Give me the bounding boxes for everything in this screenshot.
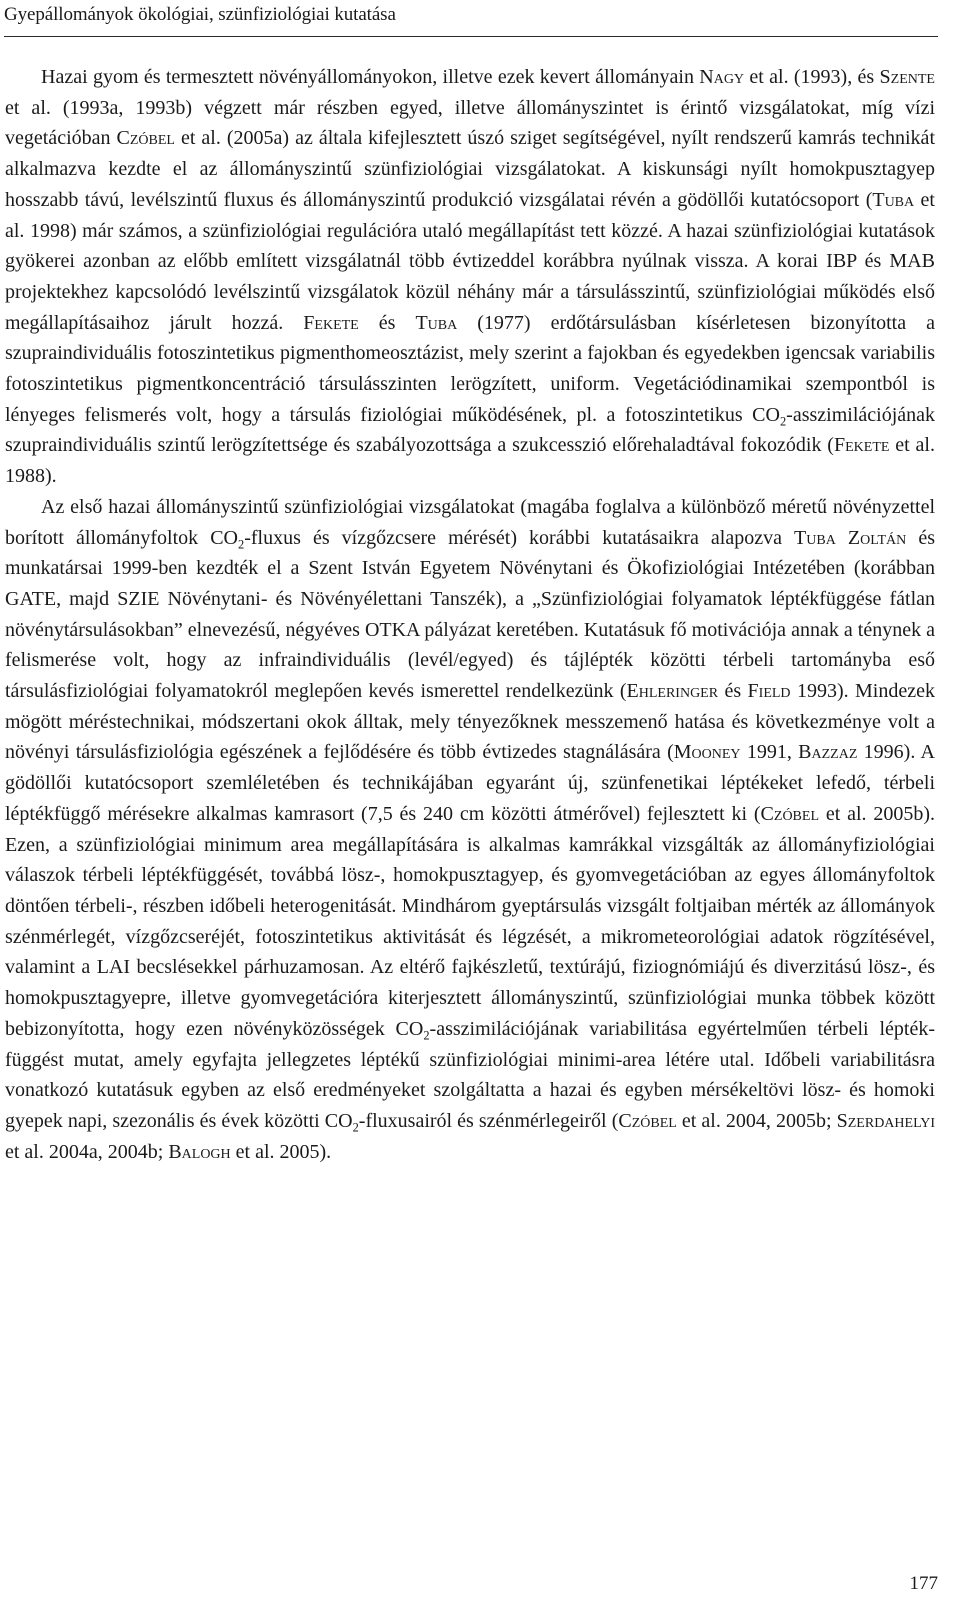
subscript: 2 bbox=[238, 536, 245, 551]
author-name: Ehleringer bbox=[626, 680, 719, 703]
text-run: Az első hazai állományszintű szünfiziológiai vizsgálatokat (magába foglalva a különböző méretű növényzettel borított állományfoltok CO bbox=[5, 495, 935, 549]
text-run: et al. (2005a) az általa kifejlesztett úszó sziget segítségével, nyílt rendszerű kamrás technikát alkalmazva kezdte el az állományszintű szünfiziológiai vizsgálatokat. A kiskunsági nyílt homokpusztagyep hosszabb távú, levélszintű fluxus és állományszintű produkció vizsgálatai révén a gödöllői kutatócsoport ( bbox=[5, 127, 935, 211]
text-run: et al. (1993a, 1993b) végzett már részben egyed, illetve állományszintet is érintő vizsgálatokat, míg vízi vegetációban bbox=[5, 96, 935, 150]
subscript: 2 bbox=[423, 1028, 430, 1043]
author-name: Tuba Zoltán bbox=[794, 526, 907, 549]
text-run: -asszimilációjának szupraindividuális szintű lerögzítettsége és szabályozottsága a szukcesszió előrehaladtával fokozódik ( bbox=[5, 403, 935, 457]
text-run: et al. 2005). bbox=[230, 1140, 332, 1163]
text-run: és bbox=[718, 680, 748, 703]
text-run: -fluxusairól és szénmérlegeiről ( bbox=[358, 1109, 619, 1132]
author-name: Tuba bbox=[872, 188, 915, 211]
text-run: (1977) erdőtársulásban kísérletesen bizonyította a szupraindividuális fotoszintetikus pigmenthomeosztázist, mely szerint a fajokban és egyedekben igencsak variabilis fotoszintetikus pigmentkoncentráció társulásszinten lerögzített, uniform. Vegetációdinamikai szempontból is lényeges felismerés volt, hogy a társulás fiziológiai működésének, pl. a fotoszintetikus CO bbox=[5, 311, 935, 426]
author-name: Czóbel bbox=[116, 127, 175, 150]
subscript: 2 bbox=[779, 414, 787, 429]
text-run: 1991, bbox=[740, 741, 799, 764]
page-number: 177 bbox=[909, 1573, 938, 1594]
author-name: Czóbel bbox=[618, 1109, 677, 1132]
text-run: -fluxus és vízgőzcsere mérését) korábbi kutatásaikra alapozva bbox=[244, 526, 795, 549]
author-name: Fekete bbox=[833, 434, 890, 457]
author-name: Fekete bbox=[303, 311, 359, 334]
author-name: Szente bbox=[879, 66, 935, 88]
running-header bbox=[4, 0, 938, 37]
text-run: et al. 2004a, 2004b; bbox=[5, 1140, 169, 1163]
text-run: Hazai gyom és termesztett növényállományokon, illetve ezek kevert állományain bbox=[41, 66, 700, 88]
author-name: Field bbox=[747, 680, 791, 703]
author-name: Czóbel bbox=[760, 802, 819, 825]
subscript: 2 bbox=[352, 1120, 359, 1135]
paragraph-1 bbox=[5, 62, 935, 492]
author-name: Nagy bbox=[699, 66, 745, 88]
text-run: et al. 2004, 2005b; bbox=[676, 1109, 837, 1132]
author-name: Tuba bbox=[415, 311, 458, 334]
text-run: -asszimilációjának variabilitása egyértelműen térbeli léptékfüggést mutat, amely egyfajta jellegzetes léptékű szünfiziológiai minimi-area létére utal. Időbeli variabilitásra vonatkozó kutatásuk egyben az első eredményeket szolgáltatta a hazai és egyben mérsékeltövi lösz- és homoki gyepek napi, szezonális és évek közötti CO bbox=[5, 1017, 935, 1132]
author-name: Bazzaz bbox=[798, 741, 858, 764]
text-run: és bbox=[358, 311, 416, 334]
running-title: Gyepállományok ökológiai, szünfiziológiai kutatása bbox=[4, 4, 396, 25]
author-name: Szerdahelyi bbox=[836, 1109, 935, 1132]
text-run: et al. 1998) már számos, a szünfiziológiai regulációra utaló megállapítást tett közzé. A hazai szünfiziológiai kutatások gyökerei azonban az előbb említett vizsgálatnál több évtizeddel korábbra nyúlnak vissza. A korai IBP és MAB projektekhez kapcsolódó levélszintű vizsgálatok közül néhány már a társulásszintű, szünfiziológiai működés első megállapításaihoz járult hozzá. bbox=[5, 188, 935, 334]
body-text bbox=[5, 62, 935, 1167]
text-run: et al. 1988). bbox=[5, 434, 935, 488]
text-run: 1996). A gödöllői kutatócsoport szemléletében és technikájában egyaránt új, szünfenetikai léptékeket lefedő, térbeli léptékfüggő mérésekre alkalmas kamrasort (7,5 és 240 cm közötti átmérővel) fejlesztett ki ( bbox=[5, 741, 935, 825]
text-run: et al. 2005b). Ezen, a szünfiziológiai minimum area megállapítására is alkalmas kamrákkal vizsgálták az állományfiziológiai válaszok térbeli léptékfüggését, továbbá lösz-, homokpusztagyep, és gyomvegetációban az egyes állományfoltok döntően térbeli-, részben időbeli heterogenitását. Mindhárom gyeptársulás vizsgált foltjaiban mérték az állományok szénmérlegét, vízgőzcseréjét, fotoszintetikus aktivitását és légzését, a mikrometeorológiai adatok rögzítésével, valamint a LAI becslésekkel párhuzamosan. Az eltérő fajkészletű, textúrájú, fiziognómiájú és diverzitású lösz-, és homokpusztagyepre, illetve gyomvegetációra kiterjesztett állományszintű, szünfiziológiai munka többek között bebizonyította, hogy ezen növényközösségek CO bbox=[5, 802, 936, 1040]
author-name: Balogh bbox=[168, 1140, 231, 1163]
text-run: et al. (1993), és bbox=[744, 66, 880, 88]
text-run: és munkatársai 1999-ben kezdték el a Szent István Egyetem Növénytani és Ökofiziológiai Intézetében (korábban GATE, majd SZIE Növénytani- és Növényélettani Tanszék), a „Szünfiziológiai folyamatok léptékfüggése fátlan növénytársulásokban” elnevezésű, négyéves OTKA pályázat keretében. Kutatásuk fő motivációja annak a ténynek a felismerése volt, hogy az infraindividuális (levél/egyed) és tájlépték közötti térbeli tartományba eső társulásfiziológiai folyamatokról meglepően kevés ismerettel rendelkezünk ( bbox=[5, 526, 935, 703]
author-name: Mooney bbox=[673, 741, 741, 764]
text-run: 1993). Mindezek mögött méréstechnikai, módszertani okok álltak, mely tényezőknek messzemenő hatása és következménye volt a növényi társulásfiziológia egészének a fejlődésére és több évtizedes stagnálására ( bbox=[5, 680, 935, 764]
paragraph-2 bbox=[5, 492, 935, 1167]
